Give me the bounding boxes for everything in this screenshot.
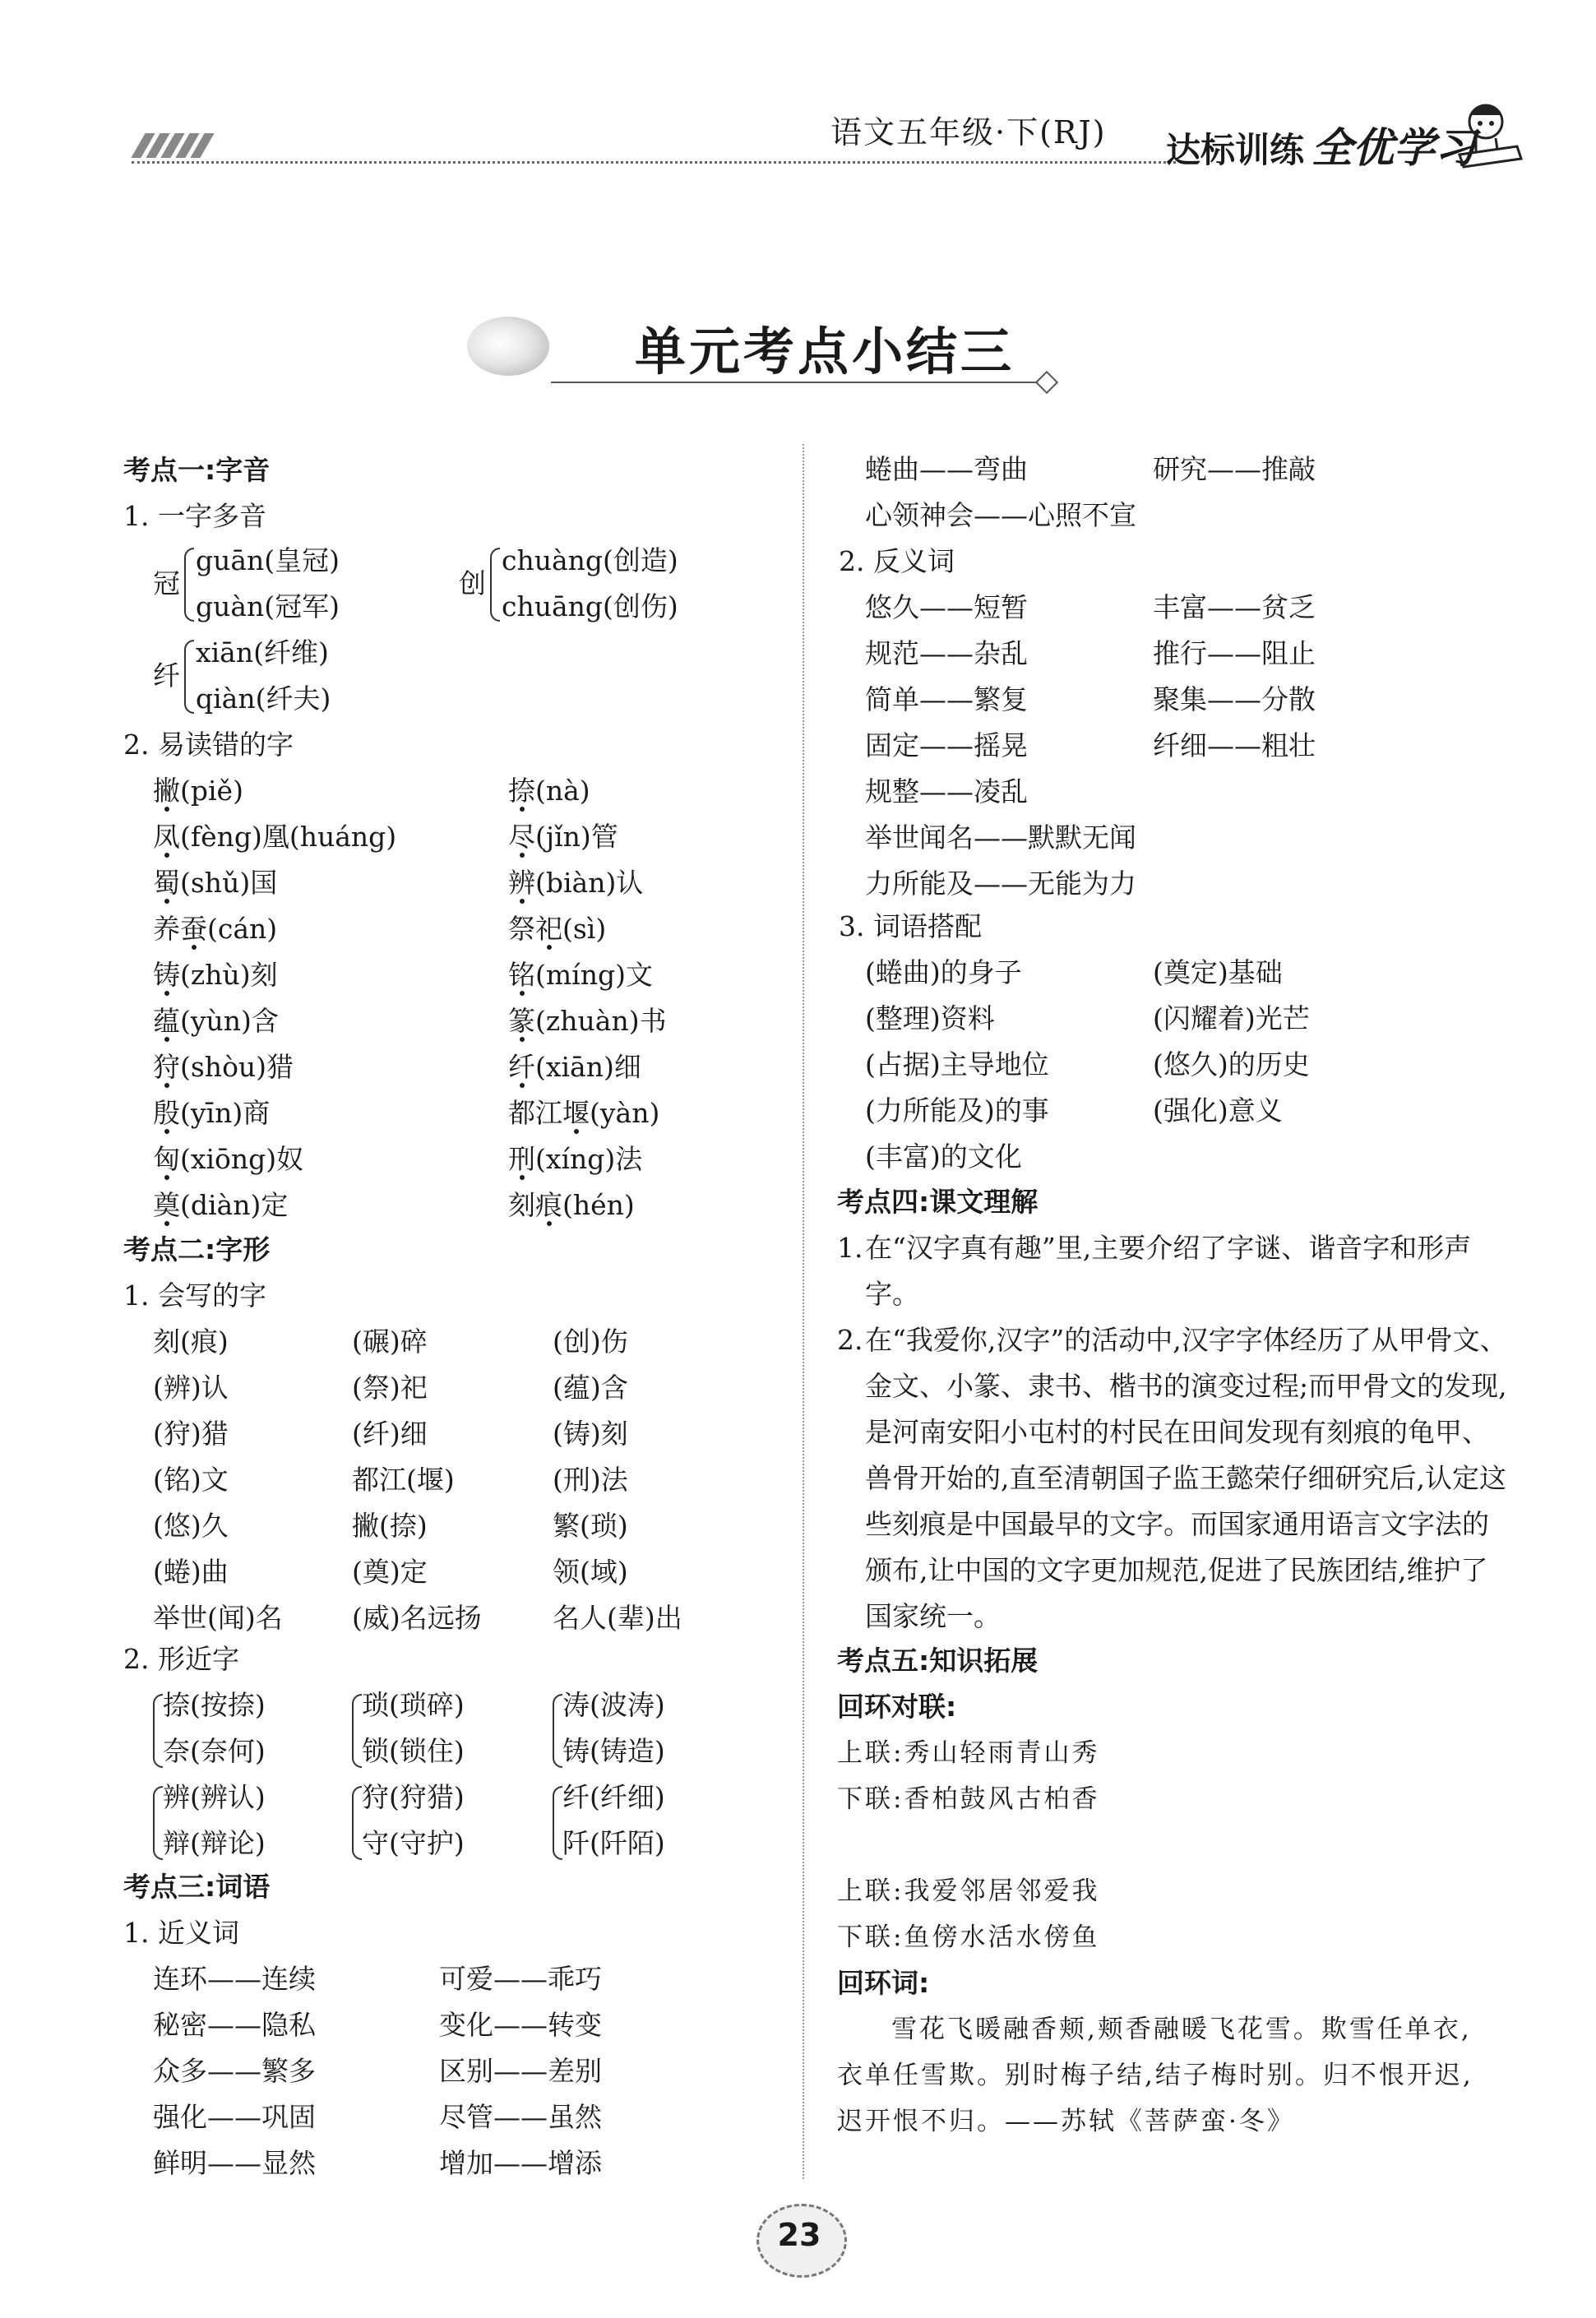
similar-char: 奈(奈何) bbox=[163, 1735, 266, 1767]
similar-char: 铸(铸造) bbox=[562, 1735, 665, 1767]
collocation-pair: (占据)主导地位 bbox=[865, 1048, 1049, 1080]
header-dotted-line bbox=[132, 161, 1176, 164]
antonym-pair: 推行——阻止 bbox=[1153, 637, 1316, 669]
writable-char: (狩)猎 bbox=[153, 1418, 229, 1450]
brace bbox=[553, 1786, 562, 1860]
header-brand-logo: 全优学习 bbox=[1311, 124, 1476, 172]
brace bbox=[184, 640, 194, 714]
collocation-pair: (力所能及)的事 bbox=[865, 1094, 1049, 1127]
synonym-pair: 心领神会——心照不宣 bbox=[865, 499, 1136, 531]
title-ornament bbox=[467, 317, 549, 376]
writable-char: (辨)认 bbox=[153, 1372, 229, 1404]
misread-item: 养蚕(cán) bbox=[153, 913, 278, 945]
antonym-pair: 固定——摇晃 bbox=[865, 729, 1028, 761]
synonym-pair: 可爱——乖巧 bbox=[439, 1963, 602, 1995]
poly-char-guan: 冠 bbox=[153, 567, 180, 599]
header-training: 达标训练 bbox=[1166, 130, 1305, 170]
writable-char: 都江(堰) bbox=[352, 1464, 455, 1496]
antonym-pair: 力所能及——无能为力 bbox=[865, 868, 1136, 900]
synonym-pair: 增加——增添 bbox=[439, 2147, 602, 2179]
brace bbox=[184, 548, 194, 622]
s2-p1-title: 1. 会写的字 bbox=[123, 1279, 266, 1312]
writable-char: (祭)祀 bbox=[352, 1372, 428, 1404]
s4-item-text: 在“我爱你,汉字”的活动中,汉字字体经历了从甲骨文、金文、小篆、隶书、楷书的演变过程;而甲骨文的发现,是河南安阳小屯村的村民在田间发现有刻痕的龟甲、兽骨开始的,直至清朝国子监王懿荣仔细研究后,认定这些刻痕是中国最早的文字。而国家通用语言文字法的颁布,让中国的文字更加规范,促进了民族团结,维护了国家统一。 bbox=[865, 1324, 1507, 1632]
poly-reading: guān(皇冠) bbox=[196, 544, 340, 576]
page-number: 23 bbox=[777, 2217, 821, 2253]
mascot-icon bbox=[1443, 97, 1534, 171]
similar-char: 阡(阡陌) bbox=[562, 1827, 665, 1859]
s2-p2-title: 2. 形近字 bbox=[123, 1643, 239, 1675]
column-divider bbox=[803, 444, 804, 2179]
collocation-pair: (整理)资料 bbox=[865, 1002, 995, 1034]
misread-item: 铭(míng)文 bbox=[508, 959, 653, 991]
similar-char: 锁(锁住) bbox=[362, 1735, 465, 1767]
s3-p2-title: 2. 反义词 bbox=[839, 545, 955, 577]
antonym-pair: 简单——繁复 bbox=[865, 683, 1028, 715]
writable-char: (奠)定 bbox=[352, 1556, 428, 1588]
misread-item: 刑(xíng)法 bbox=[508, 1143, 643, 1175]
brace bbox=[352, 1786, 362, 1860]
section-heading-3: 考点三:词语 bbox=[123, 1871, 271, 1903]
section-heading-2: 考点二:字形 bbox=[123, 1233, 271, 1265]
antonym-pair: 举世闻名——默默无闻 bbox=[865, 821, 1136, 854]
misread-item: 祭祀(sì) bbox=[508, 913, 607, 945]
header-stripes bbox=[132, 132, 214, 158]
similar-char: 纤(纤细) bbox=[562, 1781, 665, 1813]
collocation-pair: (奠定)基础 bbox=[1153, 956, 1283, 988]
misread-item: 殷(yīn)商 bbox=[153, 1097, 271, 1129]
antonym-pair: 聚集——分散 bbox=[1153, 683, 1316, 715]
misread-item: 奠(diàn)定 bbox=[153, 1189, 289, 1221]
poly-char-chuang: 创 bbox=[459, 567, 486, 599]
ci-text: 雪花飞暖融香颊,颊香融暖飞花雪。欺雪任单衣,衣单任雪欺。别时梅子结,结子梅时别。归不恨开迟,迟开恨不归。——苏轼《菩萨蛮·冬》 bbox=[837, 2015, 1473, 2136]
brace bbox=[352, 1694, 362, 1768]
s4-item-num: 1. bbox=[837, 1232, 863, 1264]
misread-item: 凤(fèng)凰(huáng) bbox=[153, 821, 397, 853]
synonym-pair: 研究——推敲 bbox=[1153, 453, 1316, 485]
couplet-line: 下联:鱼傍水活水傍鱼 bbox=[837, 1922, 1100, 1952]
couplet-line: 下联:香柏鼓风古柏香 bbox=[837, 1784, 1100, 1814]
writable-char: (威)名远扬 bbox=[352, 1602, 482, 1634]
collocation-pair: (强化)意义 bbox=[1153, 1094, 1283, 1127]
synonym-pair: 尽管——虽然 bbox=[439, 2101, 602, 2133]
writable-char: (纤)细 bbox=[352, 1418, 428, 1450]
misread-item: 篆(zhuàn)书 bbox=[508, 1005, 667, 1037]
similar-char: 辨(辨认) bbox=[163, 1781, 266, 1813]
s1-p1-title: 1. 一字多音 bbox=[123, 500, 266, 532]
poly-reading: xiān(纤维) bbox=[196, 636, 329, 669]
misread-item: 纤(xiān)细 bbox=[508, 1051, 641, 1083]
collocation-pair: (悠久)的历史 bbox=[1153, 1048, 1310, 1080]
section-heading-5: 考点五:知识拓展 bbox=[837, 1645, 1039, 1677]
similar-char: 捺(按捺) bbox=[163, 1689, 266, 1721]
poly-char-xian: 纤 bbox=[153, 659, 180, 692]
misread-item: 蜀(shǔ)国 bbox=[153, 867, 278, 899]
couplet-title: 回环对联: bbox=[837, 1691, 957, 1723]
misread-item: 尽(jǐn)管 bbox=[508, 821, 618, 853]
s1-p2-title: 2. 易读错的字 bbox=[123, 729, 294, 761]
brace bbox=[153, 1694, 163, 1768]
antonym-pair: 悠久——短暂 bbox=[865, 591, 1028, 623]
misread-item: 狩(shòu)猎 bbox=[153, 1051, 294, 1083]
misread-item: 匈(xiōng)奴 bbox=[153, 1143, 304, 1175]
antonym-pair: 纤细——粗壮 bbox=[1153, 729, 1316, 761]
header-subject: 语文五年级·下(RJ) bbox=[830, 114, 1107, 150]
synonym-pair: 强化——巩固 bbox=[153, 2101, 316, 2133]
synonym-pair: 众多——繁多 bbox=[153, 2055, 316, 2087]
writable-char: 领(域) bbox=[553, 1556, 628, 1588]
poly-reading: guàn(冠军) bbox=[196, 590, 340, 622]
synonym-pair: 变化——转变 bbox=[439, 2009, 602, 2041]
writable-char: (铭)文 bbox=[153, 1464, 229, 1496]
misread-item: 刻痕(hén) bbox=[508, 1189, 635, 1221]
antonym-pair: 丰富——贫乏 bbox=[1153, 591, 1316, 623]
title-underline bbox=[551, 382, 1044, 383]
collocation-pair: (闪耀着)光芒 bbox=[1153, 1002, 1310, 1034]
section-heading-1: 考点一:字音 bbox=[123, 454, 271, 486]
page-title: 单元考点小结三 bbox=[635, 322, 1015, 382]
brace bbox=[153, 1786, 163, 1860]
writable-char: (铸)刻 bbox=[553, 1418, 628, 1450]
poly-reading: chuàng(创造) bbox=[502, 544, 678, 576]
writable-char: (碾)碎 bbox=[352, 1326, 428, 1358]
misread-item: 铸(zhù)刻 bbox=[153, 959, 278, 991]
synonym-pair: 区别——差别 bbox=[439, 2055, 602, 2087]
synonym-pair: 蜷曲——弯曲 bbox=[865, 453, 1028, 485]
writable-char: 名人(辈)出 bbox=[553, 1602, 682, 1634]
misread-item: 辨(biàn)认 bbox=[508, 867, 644, 899]
collocation-pair: (丰富)的文化 bbox=[865, 1140, 1022, 1173]
s4-item-num: 2. bbox=[837, 1324, 863, 1356]
synonym-pair: 鲜明——显然 bbox=[153, 2147, 316, 2179]
ci-title: 回环词: bbox=[837, 1967, 930, 1999]
s3-p3-title: 3. 词语搭配 bbox=[839, 910, 982, 942]
s3-p1-title: 1. 近义词 bbox=[123, 1917, 239, 1949]
writable-char: (蜷)曲 bbox=[153, 1556, 229, 1588]
writable-char: 繁(琐) bbox=[553, 1510, 628, 1542]
poly-reading: qiàn(纤夫) bbox=[196, 682, 331, 715]
poly-reading: chuāng(创伤) bbox=[502, 590, 678, 622]
misread-item: 捺(nà) bbox=[508, 775, 590, 807]
section-heading-4: 考点四:课文理解 bbox=[837, 1186, 1039, 1218]
similar-char: 狩(狩猎) bbox=[362, 1781, 465, 1813]
similar-char: 涛(波涛) bbox=[562, 1689, 665, 1721]
writable-char: (悠)久 bbox=[153, 1510, 229, 1542]
collocation-pair: (蜷曲)的身子 bbox=[865, 956, 1022, 988]
synonym-pair: 连环——连续 bbox=[153, 1963, 316, 1995]
synonym-pair: 秘密——隐私 bbox=[153, 2009, 316, 2041]
writable-char: (创)伤 bbox=[553, 1326, 628, 1358]
misread-item: 蕴(yùn)含 bbox=[153, 1005, 279, 1037]
brace bbox=[553, 1694, 562, 1768]
similar-char: 辩(辩论) bbox=[163, 1827, 266, 1859]
title-diamond-icon bbox=[1035, 371, 1058, 394]
s4-item-text: 在“汉字真有趣”里,主要介绍了字谜、谐音字和形声字。 bbox=[865, 1232, 1472, 1310]
couplet-line: 上联:秀山轻雨青山秀 bbox=[837, 1738, 1100, 1768]
antonym-pair: 规整——凌乱 bbox=[865, 775, 1028, 807]
writable-char: 刻(痕) bbox=[153, 1326, 229, 1358]
misread-item: 撇(piě) bbox=[153, 775, 243, 807]
writable-char: 举世(闻)名 bbox=[153, 1602, 283, 1634]
writable-char: (蕴)含 bbox=[553, 1372, 628, 1404]
writable-char: 撇(捺) bbox=[352, 1510, 428, 1542]
similar-char: 守(守护) bbox=[362, 1827, 465, 1859]
writable-char: (刑)法 bbox=[553, 1464, 628, 1496]
couplet-line: 上联:我爱邻居邻爱我 bbox=[837, 1876, 1100, 1906]
misread-item: 都江堰(yàn) bbox=[508, 1097, 660, 1129]
antonym-pair: 规范——杂乱 bbox=[865, 637, 1028, 669]
brace bbox=[490, 548, 500, 622]
similar-char: 琐(琐碎) bbox=[362, 1689, 465, 1721]
